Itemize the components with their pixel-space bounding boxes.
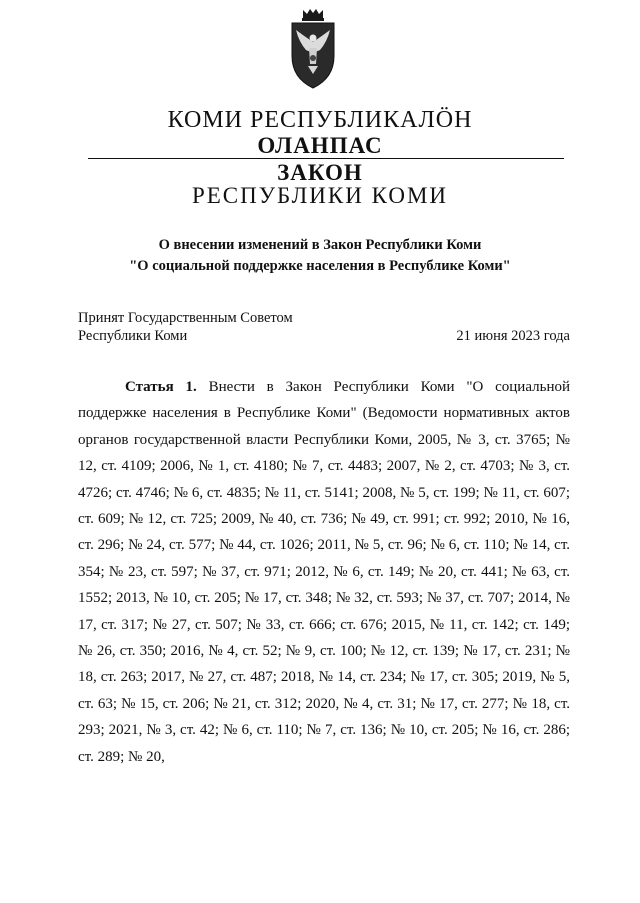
- law-subject-line1: О внесении изменений в Закон Республики Коми: [158, 237, 482, 253]
- adoption-date: 21 июня 2023 года: [456, 328, 570, 344]
- article-1-text: Внести в Закон Республики Коми "О социальной поддержке населения в Республике Коми" (Ведомости нормативных актов органов государственной власти Республики Коми, 2005, № 3, ст. 3765; № 12, ст. 4109; 2006, № 1, ст. 4180; № 7, ст. 4483; 2007, № 2, ст. 4703; № 3, ст. 4726; ст. 4746; № 6, ст. 4835; № 11, ст. 5141; 2008, № 5, ст. 199; № 11, ст. 607; ст. 609; № 12, ст. 725; 2009, № 40, ст. 736; № 49, ст. 991; ст. 992; 2010, № 16, ст. 296; № 24, ст. 577; № 44, ст. 1026; 2011, № 5, ст. 96; № 6, ст. 110; № 14, ст. 354; № 23, ст. 597; № 37, ст. 971; 2012, № 6, ст. 149; № 20, ст. 441; № 63, ст. 1552; 2013, № 10, ст. 205; № 17, ст. 348; № 32, ст. 593; № 37, ст. 707; 2014, № 17, ст. 317; № 27, ст. 507; № 33, ст. 666; ст. 676; 2015, № 11, ст. 142; ст. 149; № 26, ст. 350; 2016, № 4, ст. 52; № 9, ст. 100; № 12, ст. 139; № 17, ст. 231; № 18, ст. 263; 2017, № 27, ст. 487; 2018, № 14, ст. 234; № 17, ст. 305; 2019, № 5, ст. 63; № 15, ст. 206; № 21, ст. 312; 2020, № 4, ст. 31; № 17, ст. 277; № 18, ст. 293; 2021, № 3, ст. 42; № 6, ст. 110; № 7, ст. 136; № 10, ст. 205; № 16, ст. 286; ст. 289; № 20,: [78, 379, 570, 765]
- header-komi-republic: КОМИ РЕСПУБЛИКАЛӦН: [167, 107, 473, 133]
- adopted-by-line2: Республики Коми: [78, 328, 188, 344]
- article-1-paragraph: [78, 374, 570, 770]
- header-olanpas: ОЛАНПАС: [257, 133, 383, 158]
- adopted-by-line1: Принят Государственным Советом: [78, 310, 293, 326]
- header-zakon: ЗАКОН: [277, 160, 363, 185]
- komi-coat-of-arms-icon: [286, 8, 340, 90]
- header-divider: [88, 158, 564, 159]
- header-republic-komi: РЕСПУБЛИКИ КОМИ: [191, 183, 449, 208]
- law-subject-line2: "О социальной поддержке населения в Республике Коми": [129, 258, 511, 274]
- article-1-label: Статья 1.: [125, 379, 197, 395]
